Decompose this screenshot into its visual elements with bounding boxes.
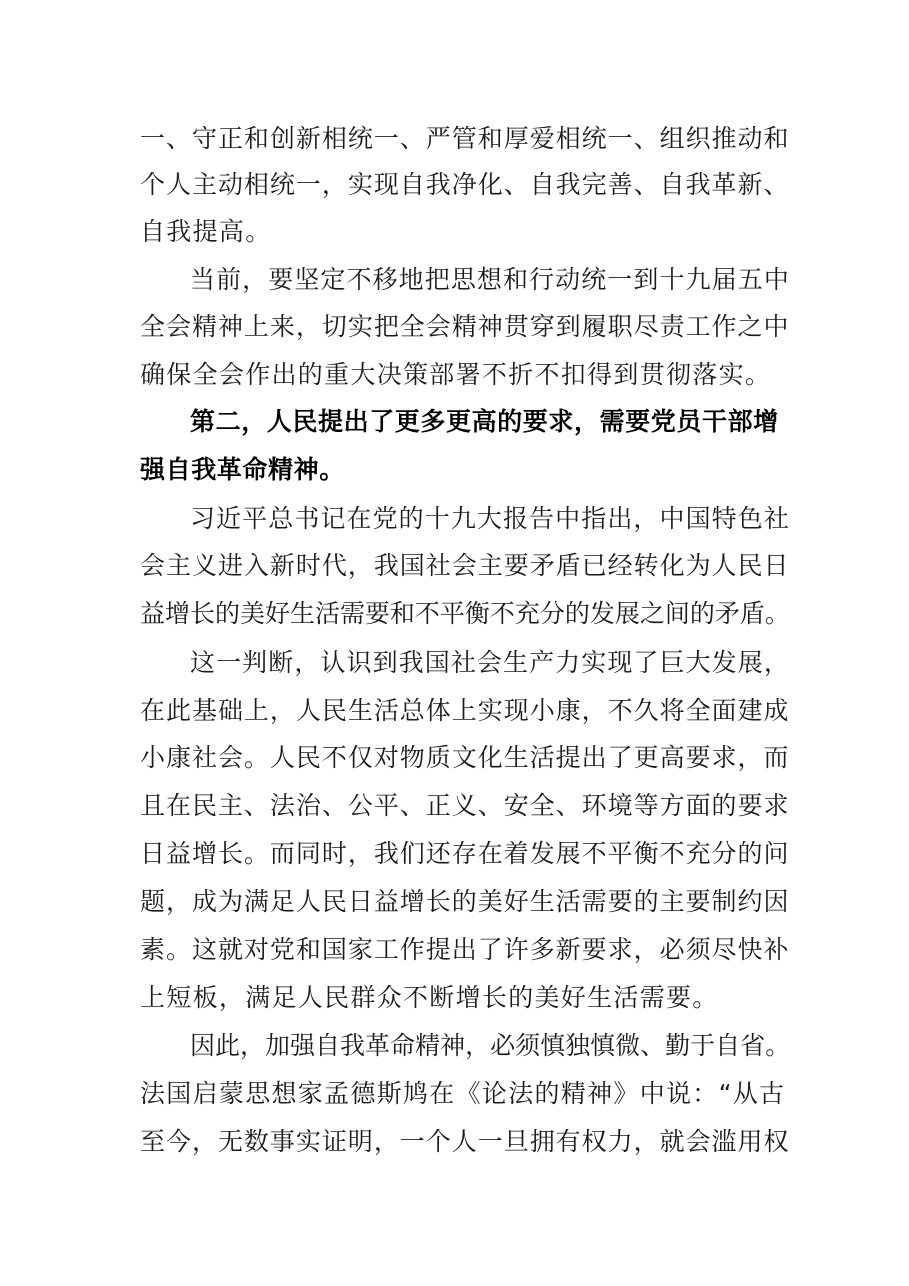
section-heading-continued: 强自我革命精神。 <box>140 455 345 484</box>
text-line: 且在民主、法治、公平、正义、安全、环境等方面的要求 <box>140 791 790 820</box>
text-line: 一、守正和创新相统一、严管和厚爱相统一、组织推动和 <box>140 124 790 153</box>
text-line: 上短板，满足人民群众不断增长的美好生活需要。 <box>140 983 719 1012</box>
text-line: 日益增长。而同时，我们还存在着发展不平衡不充分的问 <box>140 839 790 868</box>
text-line: 法国启蒙思想家孟德斯鸠在《论法的精神》中说：“从古 <box>140 1079 786 1108</box>
text-line: 益增长的美好生活需要和不平衡不充分的发展之间的矛盾。 <box>140 599 790 628</box>
text-line: 素。这就对党和国家工作提出了许多新要求，必须尽快补 <box>140 935 790 964</box>
text-line: 在此基础上，人民生活总体上实现小康，不久将全面建成 <box>140 696 790 725</box>
text-line: 题，成为满足人民日益增长的美好生活需要的主要制约因 <box>140 887 790 916</box>
text-line: 全会精神上来，切实把全会精神贯穿到履职尽责工作之中 <box>140 312 790 341</box>
section-heading: 第二，人民提出了更多更高的要求，需要党员干部增 <box>190 407 779 436</box>
text-line: 会主义进入新时代，我国社会主要矛盾已经转化为人民日 <box>140 551 790 580</box>
paragraph-first-line: 当前，要坚定不移地把思想和行动统一到十九届五中 <box>190 265 790 294</box>
text-line: 至今，无数事实证明，一个人一旦拥有权力，就会滥用权 <box>140 1127 790 1156</box>
text-line: 确保全会作出的重大决策部署不折不扣得到贯彻落实。 <box>140 360 772 389</box>
paragraph-first-line: 这一判断，认识到我国社会生产力实现了巨大发展， <box>190 648 790 677</box>
text-line: 小康社会。人民不仅对物质文化生活提出了更高要求，而 <box>140 743 790 772</box>
paragraph-first-line: 习近平总书记在党的十九大报告中指出，中国特色社 <box>190 504 790 533</box>
text-line: 自我提高。 <box>140 217 272 246</box>
paragraph-first-line: 因此，加强自我革命精神，必须慎独慎微、勤于自省。 <box>190 1031 791 1060</box>
text-line: 个人主动相统一，实现自我净化、自我完善、自我革新、 <box>140 170 790 199</box>
